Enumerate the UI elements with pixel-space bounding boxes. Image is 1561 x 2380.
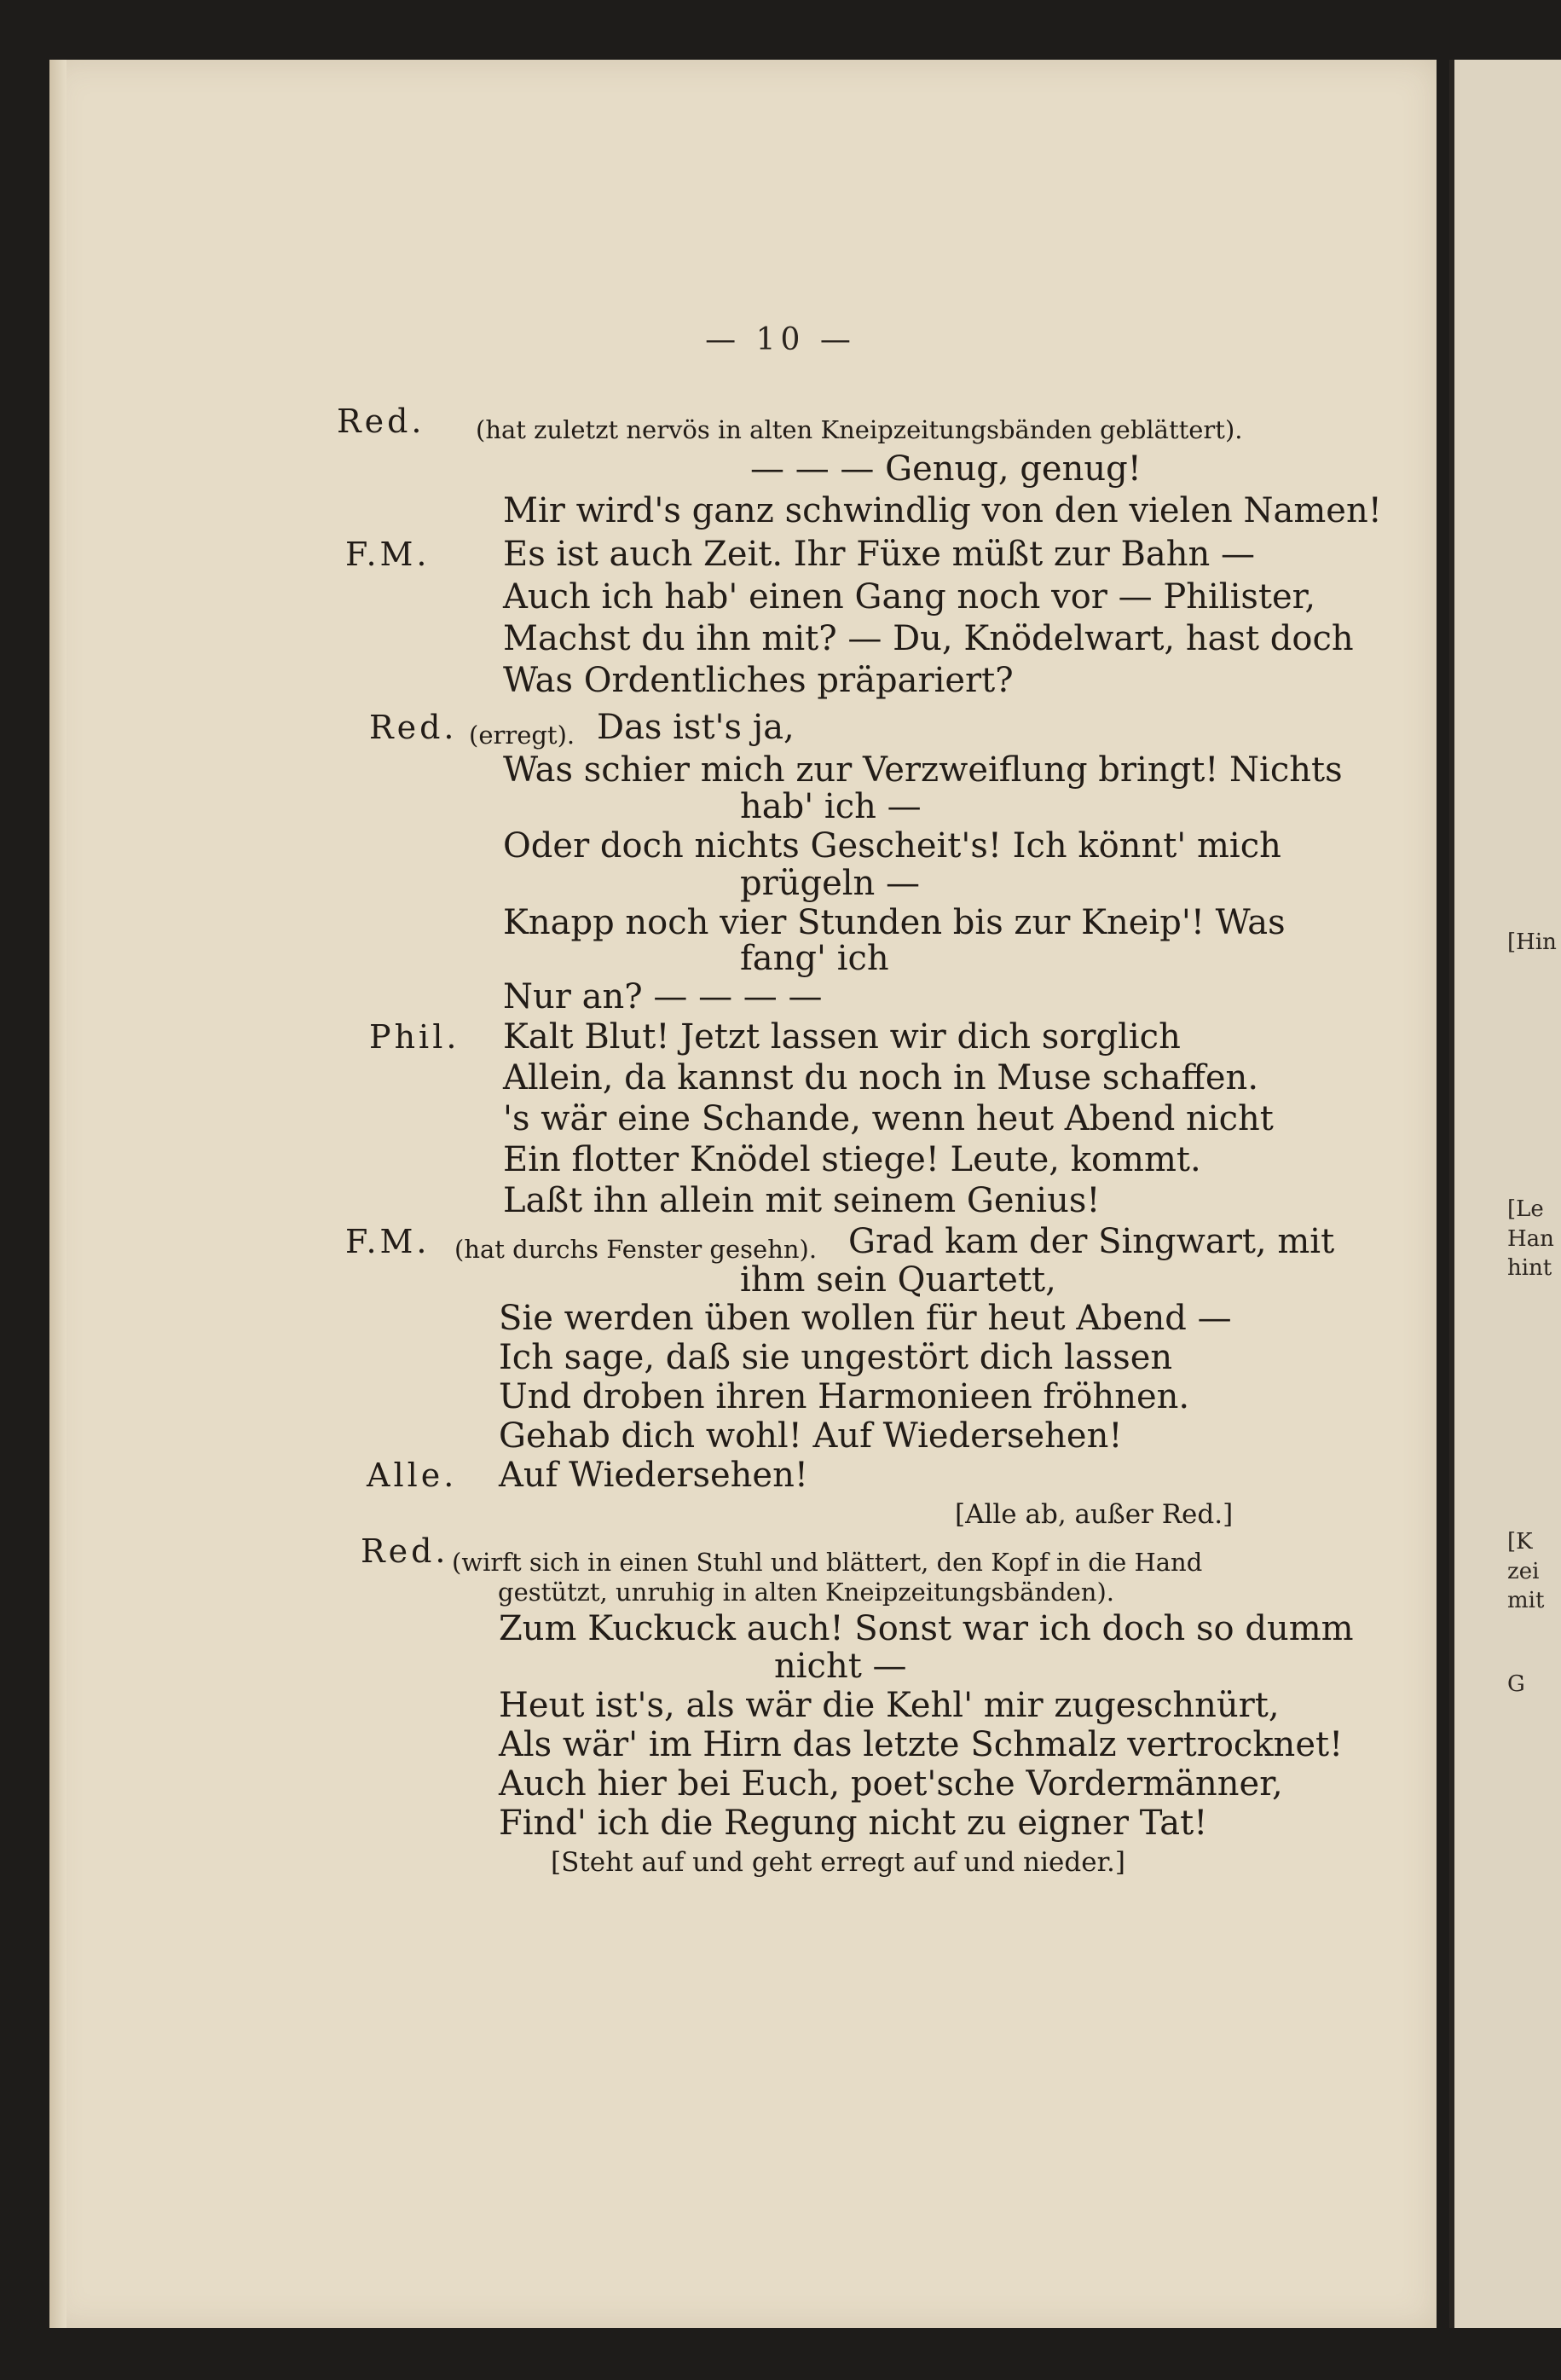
verse-line: Auch hier bei Euch, poet'sche Vordermänner, (499, 1764, 1283, 1804)
verse-line: Als wär' im Hirn das letzte Schmalz vertrocknet! (499, 1725, 1344, 1764)
verse-line: hab' ich — (740, 787, 922, 826)
verse-line: Was Ordentliches präpariert? (503, 661, 1014, 700)
page-edge (49, 60, 66, 2328)
margin-fragment: G (1507, 1671, 1525, 1697)
verse-line: Nur an? — — — — (503, 977, 823, 1016)
verse-line: Find' ich die Regung nicht zu eigner Tat! (499, 1804, 1208, 1843)
verse-line: Mir wird's ganz schwindlig von den vielen Namen! (503, 491, 1382, 530)
speaker-label: Alle. (367, 1456, 458, 1494)
margin-fragment: Han (1507, 1226, 1554, 1252)
margin-fragment: [K (1507, 1529, 1533, 1555)
verse-line: Was schier mich zur Verzweiflung bringt! Nichts (503, 750, 1343, 790)
next-page-strip (1449, 60, 1561, 2328)
verse-line: Oder doch nichts Gescheit's! Ich könnt' mich (503, 826, 1281, 866)
speaker-label: Phil. (369, 1018, 460, 1056)
margin-fragment: [Hin (1507, 929, 1557, 955)
stage-direction: [Alle ab, außer Red.] (955, 1499, 1234, 1530)
verse-line: Knapp noch vier Stunden bis zur Kneip'! Was (503, 903, 1286, 942)
verse-line: Auch ich hab' einen Gang noch vor — Philister, (503, 577, 1316, 617)
verse-line: Zum Kuckuck auch! Sonst war ich doch so dumm (499, 1609, 1354, 1648)
stage-direction: (hat zuletzt nervös in alten Kneipzeitungsbänden geblättert). (476, 415, 1243, 444)
margin-fragment: mit (1507, 1588, 1545, 1613)
verse-line: Laßt ihn allein mit seinem Genius! (503, 1181, 1101, 1220)
speaker-label: Red. (369, 709, 458, 746)
margin-fragment: zei (1507, 1559, 1540, 1584)
speaker-label: Red. (337, 402, 425, 440)
stage-direction: (erregt). (469, 721, 575, 750)
stage-direction: (hat durchs Fenster gesehn). (454, 1235, 818, 1264)
verse-line: Ein flotter Knödel stiege! Leute, kommt. (503, 1140, 1201, 1179)
verse-line: 's wär eine Schande, wenn heut Abend nicht (503, 1099, 1274, 1138)
verse-line: Ich sage, daß sie ungestört dich lassen (499, 1338, 1173, 1377)
verse-line: Grad kam der Singwart, mit (848, 1222, 1335, 1261)
verse-line: fang' ich (740, 939, 889, 978)
verse-line: Gehab dich wohl! Auf Wiedersehen! (499, 1416, 1123, 1456)
verse-line: ihm sein Quartett, (740, 1260, 1056, 1300)
stage-direction: (wirft sich in einen Stuhl und blättert, den Kopf in die Hand (452, 1548, 1203, 1577)
margin-fragment: [Le (1507, 1196, 1544, 1222)
stage-direction: gestützt, unruhig in alten Kneipzeitungsbänden). (498, 1578, 1115, 1607)
verse-line: Allein, da kannst du noch in Muse schaffen. (503, 1058, 1259, 1097)
stage-direction: [Steht auf und geht erregt auf und nieder.] (551, 1847, 1125, 1878)
speaker-label: F.M. (345, 536, 431, 573)
verse-line: Sie werden üben wollen für heut Abend — (499, 1299, 1232, 1338)
margin-fragment: hint (1507, 1255, 1552, 1281)
speaker-label: F.M. (345, 1223, 431, 1260)
verse-line: Auf Wiedersehen! (499, 1456, 808, 1495)
verse-line: Heut ist's, als wär die Kehl' mir zugeschnürt, (499, 1686, 1280, 1725)
verse-line: prügeln — (740, 864, 921, 903)
verse-line: Kalt Blut! Jetzt lassen wir dich sorglich (503, 1017, 1181, 1057)
verse-line: Und droben ihren Harmonieen fröhnen. (499, 1377, 1190, 1416)
verse-line: nicht — (774, 1647, 907, 1686)
page-number: — 10 — (705, 322, 856, 357)
verse-line: Das ist's ja, (597, 708, 795, 747)
verse-line: — — — Genug, genug! (750, 449, 1142, 489)
verse-line: Machst du ihn mit? — Du, Knödelwart, hast doch (503, 619, 1354, 658)
speaker-label: Red. (361, 1532, 449, 1570)
verse-line: Es ist auch Zeit. Ihr Füxe müßt zur Bahn — (503, 535, 1256, 574)
